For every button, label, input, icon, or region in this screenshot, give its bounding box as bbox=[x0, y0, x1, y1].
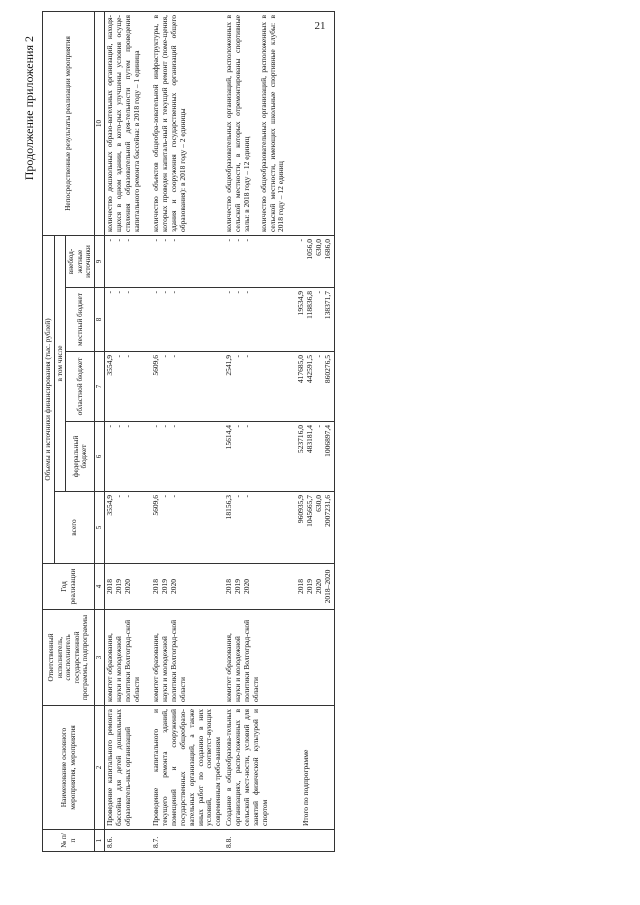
regional-cell-value: - bbox=[169, 355, 179, 358]
local-cell-value: - bbox=[224, 291, 234, 294]
measure-name: Проведение капитального и текущего ремонта зданий, помещений и сооружений государственных общеобразо-вательных организаций, а также иных работ по созданию в них условий, соответст-вующих современным требо-ваниям bbox=[151, 706, 224, 830]
total-row-num bbox=[296, 830, 334, 852]
regional-cell-value: 2541,9 bbox=[224, 355, 234, 376]
extra-cell-value: - bbox=[169, 239, 179, 242]
total-extra-cell-value: 1686,0 bbox=[322, 239, 332, 260]
column-number: 6 bbox=[95, 422, 105, 492]
total-cell-value: 5609,6 bbox=[151, 495, 161, 516]
year-cell bbox=[224, 564, 296, 610]
total-federal-cell bbox=[296, 422, 334, 492]
federal-cell-value: - bbox=[160, 425, 170, 428]
total-year-cell bbox=[296, 564, 334, 610]
regional-cell-value: 5609,6 bbox=[151, 355, 161, 376]
header-federal: федеральный бюджет bbox=[66, 422, 95, 492]
total-total-cell-value: 2007231,6 bbox=[322, 495, 332, 527]
regional-cell-value: - bbox=[233, 355, 243, 358]
column-number: 2 bbox=[95, 706, 105, 830]
extra-cell bbox=[105, 236, 152, 288]
extra-cell-value: - bbox=[105, 239, 115, 242]
local-cell-value: - bbox=[105, 291, 115, 294]
column-number: 3 bbox=[95, 610, 105, 706]
local-cell bbox=[105, 288, 152, 352]
total-cell-value: 3554,9 bbox=[105, 495, 115, 516]
total-total-cell bbox=[296, 492, 334, 564]
local-cell bbox=[151, 288, 224, 352]
result-cell bbox=[224, 12, 296, 236]
year-cell-value: 2019 bbox=[233, 579, 243, 594]
federal-cell-value: - bbox=[169, 425, 179, 428]
row-number: 8.6. bbox=[105, 830, 152, 852]
column-number: 9 bbox=[95, 236, 105, 288]
result-text: количество объектов общеобра-зовательной инфраструктуры, в которых проведен капиталь-ный и текущий ремонт (поме-щения, здания и сооружения государственных организаций общего образования): в 2018 году – 2 единицы bbox=[151, 15, 187, 232]
total-local-cell bbox=[296, 288, 334, 352]
table-row bbox=[105, 12, 152, 852]
federal-cell-value: - bbox=[113, 425, 123, 428]
header-year: Год реализации bbox=[43, 564, 95, 610]
total-row bbox=[296, 12, 334, 852]
column-number: 4 bbox=[95, 564, 105, 610]
total-year-cell-value: 2019 bbox=[305, 579, 315, 594]
total-cell-value: - bbox=[160, 495, 170, 498]
header-executor: Ответственный исполнитель, соисполнитель государственной программы, подпрограммы bbox=[43, 610, 95, 706]
regional-cell-value: - bbox=[113, 355, 123, 358]
result-cell bbox=[151, 12, 224, 236]
total-cell-value: - bbox=[113, 495, 123, 498]
federal-cell-value: - bbox=[151, 425, 161, 428]
year-cell-value: 2018 bbox=[105, 579, 115, 594]
result-text: количество дошкольных образо-вательных организаций, находя-щихся в одном здании, в кото-рых улучшены условия осуще-ствления образовательной дея-тельности путем проведения капитального ремонта бассейна: в 2018 году – 1 единица bbox=[105, 15, 141, 232]
executor-name: комитет образования, науки и молодежной политики Волгоград-ской области bbox=[151, 610, 224, 706]
total-total-cell-value: 1045665,7 bbox=[305, 495, 315, 527]
header-funding: Объемы и источники финансирования (тыс. рублей) bbox=[43, 236, 55, 564]
regional-cell-value: 3554,9 bbox=[105, 355, 115, 376]
funding-table bbox=[42, 11, 335, 852]
total-local-cell-value: 118836,8 bbox=[305, 291, 315, 319]
year-cell-value: 2019 bbox=[113, 579, 123, 594]
appendix-label: Продолжение приложения 2 bbox=[22, 36, 36, 181]
total-executor bbox=[296, 610, 334, 706]
total-local-cell-value: - bbox=[313, 291, 323, 294]
column-number: 8 bbox=[95, 288, 105, 352]
total-federal-cell-value: 1006897,4 bbox=[322, 425, 332, 457]
federal-cell-value: - bbox=[241, 425, 251, 428]
regional-cell-value: - bbox=[122, 355, 132, 358]
total-regional-cell-value: - bbox=[313, 355, 323, 358]
year-cell-value: 2020 bbox=[169, 579, 179, 594]
total-result bbox=[296, 12, 334, 236]
regional-cell bbox=[151, 352, 224, 422]
total-federal-cell-value: - bbox=[313, 425, 323, 428]
header-local: местный бюджет bbox=[66, 288, 95, 352]
header-regional: областной бюджет bbox=[66, 352, 95, 422]
total-cell bbox=[151, 492, 224, 564]
extra-cell-value: - bbox=[151, 239, 161, 242]
total-regional-cell-value: 442591,5 bbox=[305, 355, 315, 384]
year-cell-value: 2018 bbox=[151, 579, 161, 594]
local-cell-value: - bbox=[160, 291, 170, 294]
column-numbers-row bbox=[95, 12, 105, 852]
extra-cell-value: - bbox=[122, 239, 132, 242]
header-results: Непосредственные результаты реализации мероприятия bbox=[43, 12, 95, 236]
executor-name: комитет образования, науки и молодежной политики Волгоград-ской области bbox=[105, 610, 152, 706]
year-cell-value: 2020 bbox=[241, 579, 251, 594]
local-cell bbox=[224, 288, 296, 352]
extra-cell bbox=[224, 236, 296, 288]
regional-cell-value: - bbox=[160, 355, 170, 358]
total-regional-cell bbox=[296, 352, 334, 422]
total-federal-cell-value: 483181,4 bbox=[305, 425, 315, 454]
total-local-cell-value: 19534,9 bbox=[296, 291, 306, 316]
table-row bbox=[224, 12, 296, 852]
local-cell-value: - bbox=[241, 291, 251, 294]
extra-cell-value: - bbox=[113, 239, 123, 242]
result-cell bbox=[105, 12, 152, 236]
page-number: 21 bbox=[314, 20, 326, 32]
total-extra-cell-value: - bbox=[296, 239, 306, 242]
federal-cell bbox=[151, 422, 224, 492]
column-number: 1 bbox=[95, 830, 105, 852]
result-text: количество общеобразовательных организаций, расположенных в сельской местности, в которых отремонтированы спортивные залы: в 2018 году – 12 единиц bbox=[224, 15, 251, 232]
total-regional-cell-value: 417685,0 bbox=[296, 355, 306, 384]
local-cell-value: - bbox=[169, 291, 179, 294]
table-row bbox=[151, 12, 224, 852]
total-year-cell-value: 2020 bbox=[313, 579, 323, 594]
extra-cell-value: - bbox=[241, 239, 251, 242]
total-year-cell-value: 2018 bbox=[296, 579, 306, 594]
total-total-cell-value: 960935,9 bbox=[296, 495, 306, 524]
total-cell-value: - bbox=[241, 495, 251, 498]
federal-cell bbox=[224, 422, 296, 492]
extra-cell-value: - bbox=[160, 239, 170, 242]
local-cell-value: - bbox=[113, 291, 123, 294]
federal-cell-value: 15614,4 bbox=[224, 425, 234, 450]
column-number: 10 bbox=[95, 12, 105, 236]
total-year-cell-value: 2018–2020 bbox=[322, 569, 332, 604]
total-label: Итого по подпрограмме bbox=[296, 706, 334, 830]
local-cell-value: - bbox=[233, 291, 243, 294]
column-number: 7 bbox=[95, 352, 105, 422]
federal-cell-value: - bbox=[105, 425, 115, 428]
header-total: всего bbox=[54, 492, 94, 564]
column-number: 5 bbox=[95, 492, 105, 564]
extra-cell-value: - bbox=[233, 239, 243, 242]
year-cell-value: 2020 bbox=[122, 579, 132, 594]
header-name: Наименование основного мероприятия, мероприятия bbox=[43, 706, 95, 830]
measure-name: Проведение капитального ремонта бассейна для детей дошкольных образователь-ных организаций bbox=[105, 706, 152, 830]
federal-cell bbox=[105, 422, 152, 492]
total-cell-value: 18156,3 bbox=[224, 495, 234, 520]
row-number: 8.8. bbox=[224, 830, 296, 852]
result-text-2: количество общеобразовательных организаций, расположенных в сельской местности, имеющих школьные спортивные клубы: в 2018 году – 12 единиц bbox=[258, 15, 286, 232]
header-including: в том числе bbox=[54, 236, 66, 492]
year-cell bbox=[105, 564, 152, 610]
executor-name: комитет образования, науки и молодежной политики Волгоград-ской области bbox=[224, 610, 296, 706]
total-cell-value: - bbox=[169, 495, 179, 498]
total-cell bbox=[105, 492, 152, 564]
local-cell-value: - bbox=[122, 291, 132, 294]
year-cell-value: 2019 bbox=[160, 579, 170, 594]
total-cell bbox=[224, 492, 296, 564]
regional-cell-value: - bbox=[241, 355, 251, 358]
total-extra-cell bbox=[296, 236, 334, 288]
total-extra-cell-value: 630,0 bbox=[313, 239, 323, 256]
total-cell-value: - bbox=[233, 495, 243, 498]
total-extra-cell-value: 1056,0 bbox=[305, 239, 315, 260]
total-regional-cell-value: 860276,5 bbox=[322, 355, 332, 384]
extra-cell bbox=[151, 236, 224, 288]
regional-cell bbox=[105, 352, 152, 422]
total-total-cell-value: 630,0 bbox=[313, 495, 323, 512]
row-number: 8.7. bbox=[151, 830, 224, 852]
table-body bbox=[95, 12, 335, 852]
total-local-cell-value: 138371,7 bbox=[322, 291, 332, 320]
year-cell bbox=[151, 564, 224, 610]
federal-cell-value: - bbox=[233, 425, 243, 428]
local-cell-value: - bbox=[151, 291, 161, 294]
measure-name: Создание в общеобразова-тельных организациях, распо-ложенных в сельской мест-ности, условий для занятий физической культурой и спортом bbox=[224, 706, 296, 830]
header-extra: внебюд- жетные источники bbox=[66, 236, 95, 288]
federal-cell-value: - bbox=[122, 425, 132, 428]
total-federal-cell-value: 523716,0 bbox=[296, 425, 306, 454]
year-cell-value: 2018 bbox=[224, 579, 234, 594]
regional-cell bbox=[224, 352, 296, 422]
total-cell-value: - bbox=[122, 495, 132, 498]
extra-cell-value: - bbox=[224, 239, 234, 242]
header-num: № п/п bbox=[43, 830, 95, 852]
